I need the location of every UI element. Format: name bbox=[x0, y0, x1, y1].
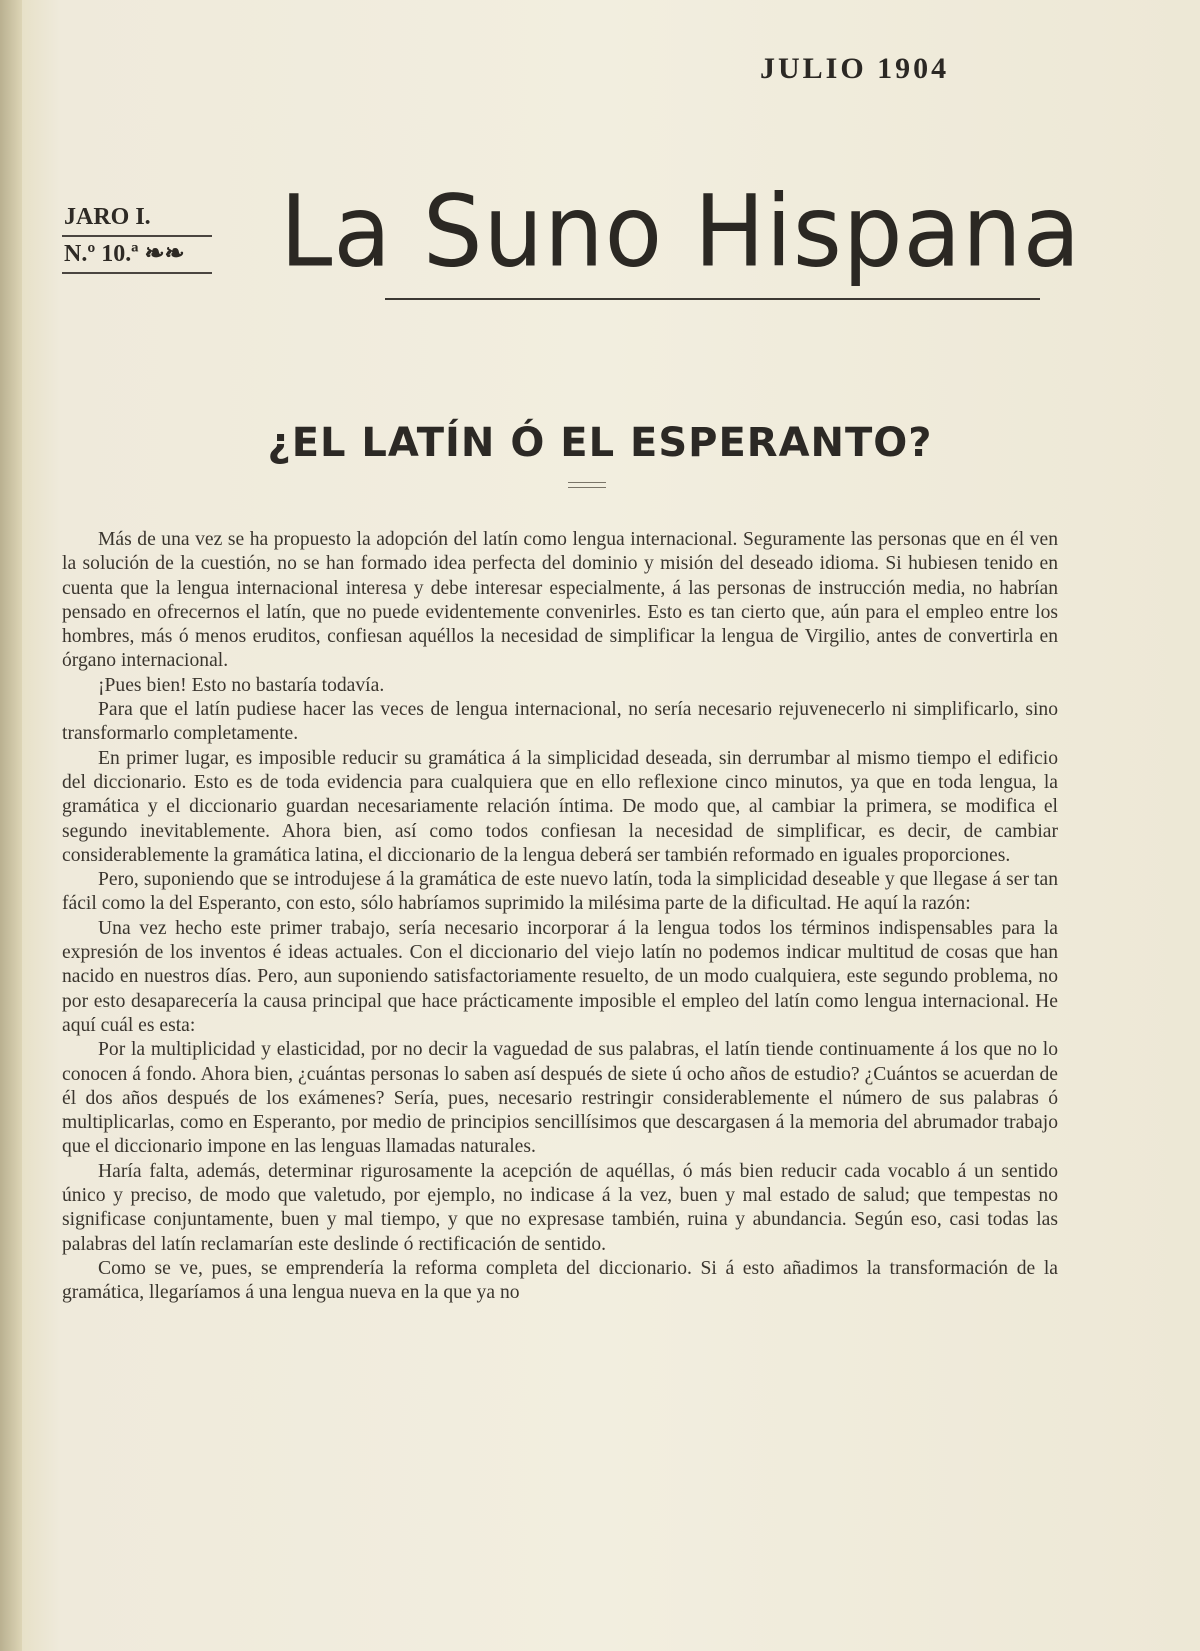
issue-info bbox=[62, 202, 212, 274]
title-ornament bbox=[568, 482, 606, 488]
paragraph: Haría falta, además, determinar rigurosamente la acepción de aquéllas, ó más bien reducir cada vocablo á un sentido único y preciso, de modo que valetudo, por ejemplo, no indicase á la vez, buen y mal estado de salud; que tempestas no significase conjuntamente, buen y mal tiempo, y que no expresase también, ruina y abundancia. Según eso, casi todas las palabras del latín reclamarían este deslinde ó rectificación de sentido. bbox=[62, 1160, 1058, 1255]
paragraph: ¡Pues bien! Esto no bastaría todavía. bbox=[98, 674, 385, 696]
issue-date: JULIO 1904 bbox=[760, 52, 950, 85]
paragraph: En primer lugar, es imposible reducir su gramática á la simplicidad deseada, sin derrumbar al mismo tiempo el edificio del diccionario. Esto es de toda evidencia para cualquiera que en ello reflexione cinco minutos, ya que en toda lengua, la gramática y el diccionario guardan necesariamente relación íntima. De modo que, al cambiar la primera, se modifica el segundo inevitablemente. Ahora bien, así como todos confiesan la necesidad de simplificar, es decir, de cambiar considerablemente la gramática latina, el diccionario de la lengua deberá ser también reformado en iguales proporciones. bbox=[62, 747, 1058, 866]
article-body bbox=[62, 528, 1058, 1306]
paragraph: Como se ve, pues, se emprendería la reforma completa del diccionario. Si á esto añadimos la transformación de la gramática, llegaríamos á una lengua nueva en la que ya no bbox=[62, 1257, 1058, 1304]
number-label: N.º 10.ª ❧❧ bbox=[62, 237, 212, 274]
year-label: JARO I. bbox=[62, 202, 212, 237]
book-spine-shadow bbox=[0, 0, 22, 1651]
article-title: ¿EL LATÍN Ó EL ESPERANTO? bbox=[267, 420, 933, 466]
paragraph: Por la multiplicidad y elasticidad, por no decir la vaguedad de sus palabras, el latín tiende continuamente á los que no lo conocen á fondo. Ahora bien, ¿cuántas personas lo saben así después de siete ú ocho años de estudio? ¿Cuántos se acuerdan de él dos años después de los exámenes? Sería, pues, necesario restringir considerablemente el número de sus palabras ó multiplicarlas, como en Esperanto, por medio de principios sencillísimos que descargasen á la memoria del abrumador trabajo que el diccionario impone en las lenguas llamadas naturales. bbox=[62, 1039, 1058, 1158]
paragraph: Pero, suponiendo que se introdujese á la gramática de este nuevo latín, toda la simplicidad deseable y que llegase á ser tan fácil como la del Esperanto, con esto, sólo habríamos suprimido la milésima parte de la dificultad. He aquí la razón: bbox=[62, 869, 1058, 915]
masthead-title: La Suno Hispana bbox=[280, 175, 1082, 290]
paragraph: Una vez hecho este primer trabajo, sería necesario incorporar á la lengua todos los términos indispensables para la expresión de los inventos é ideas actuales. Con el diccionario del viejo latín no podemos indicar multitud de cosas que han nacido en nuestros días. Pero, aun suponiendo satisfactoriamente resuelto, de un modo cualquiera, este segundo problema, no por esto desaparecería la causa principal que hace prácticamente imposible el empleo del latín como lengua internacional. He aquí cuál es esta: bbox=[62, 917, 1058, 1036]
masthead-rule bbox=[385, 298, 1040, 300]
paragraph: Más de una vez se ha propuesto la adopción del latín como lengua internacional. Seguramente las personas que en él ven la solución de la cuestión, no se han formado idea perfecta del dominio y misión del deseado idioma. Si hubiesen tenido en cuenta que la lengua internacional interesa y debe interesar especialmente, á las personas de instrucción media, no habrían pensado en ofrecernos el latín, que no puede evidentemente convenirles. Esto es tan cierto que, aún para el empleo entre los hombres, más ó menos eruditos, confiesan aquéllos la necesidad de simplificar la lengua de Virgilio, antes de convertirla en órgano internacional. bbox=[62, 529, 1058, 672]
masthead bbox=[280, 170, 1082, 320]
paragraph: Para que el latín pudiese hacer las veces de lengua internacional, no sería necesario rejuvenecerlo ni simplificarlo, sino transformarlo completamente. bbox=[62, 699, 1058, 745]
